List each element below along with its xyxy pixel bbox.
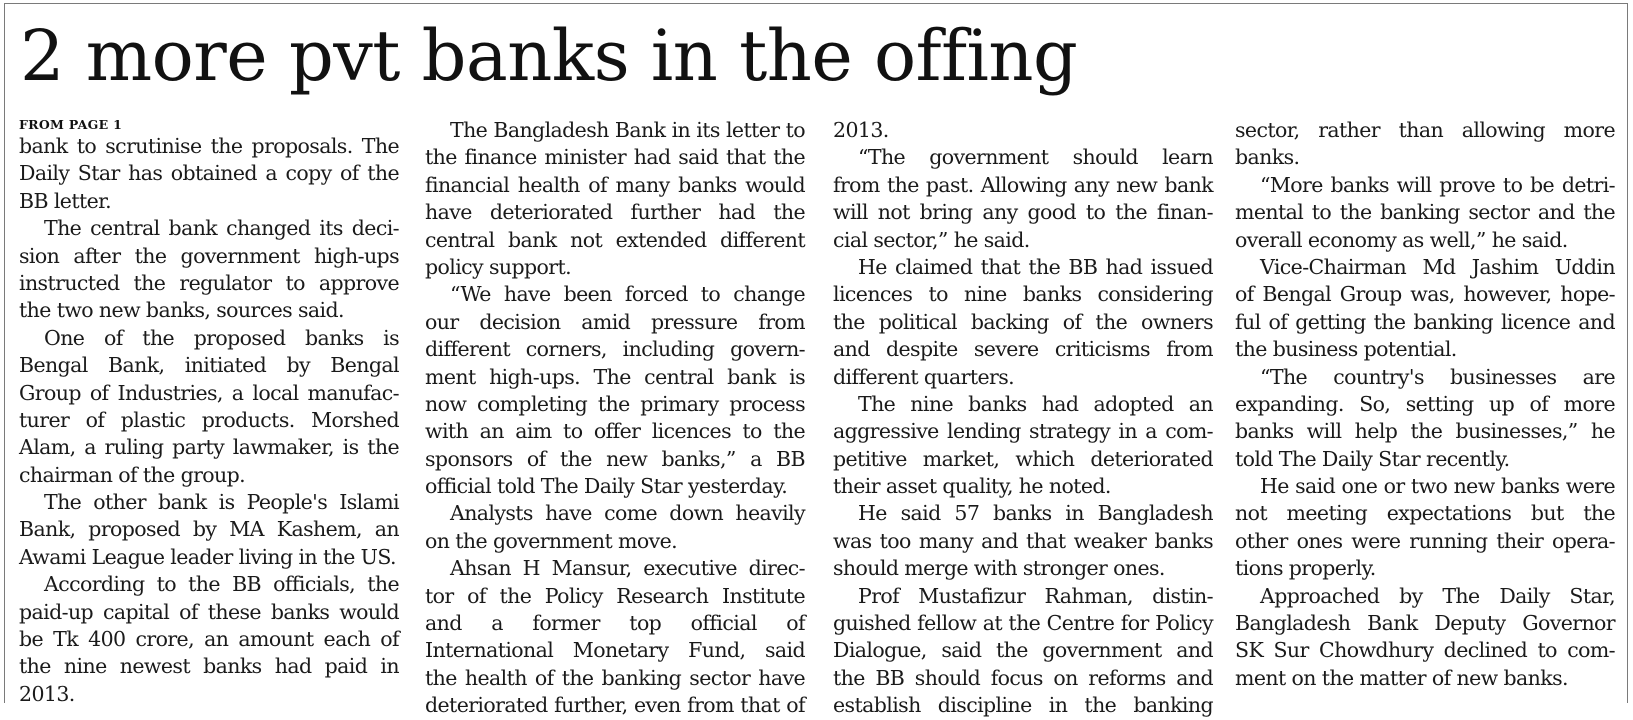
article-line: Awami League leader living in the US. [19,544,396,569]
article-line: different corners, including govern- [425,337,805,362]
article-line: ment high-ups. The central bank is [425,364,805,389]
article-line: paid-up capital of these banks would [19,599,399,624]
article-line: “We have been forced to change [450,282,805,307]
article-line: the nine newest banks had paid in [19,654,399,679]
article-line: Dialogue, said the government and [833,638,1213,663]
article-line: One of the proposed banks is [44,325,399,350]
article-line: aggressive lending strategy in a com- [833,419,1213,444]
article-line: Alam, a ruling party lawmaker, is the [19,435,399,460]
article-line: He said 57 banks in Bangladesh [858,501,1213,526]
article-line: SK Sur Chowdhury declined to com- [1235,638,1615,663]
article-line: central bank not extended different [425,227,805,252]
article-column-3 [833,117,1213,720]
article-line: mental to the banking sector and the [1235,200,1615,225]
article-line: Bangladesh Bank Deputy Governor [1235,611,1615,636]
article-line: now completing the primary process [425,391,805,416]
article-line: He claimed that the BB had issued [858,254,1213,279]
article-line: The other bank is People's Islami [44,490,399,515]
article-line: sponsors of the new banks,” a BB [425,446,805,471]
article-line: policy support. [425,254,572,279]
article-line: petitive market, which deteriorated [833,446,1213,471]
article-line: bank to scrutinise the proposals. The [19,134,399,158]
article-line: Bank, proposed by MA Kashem, an [19,517,399,542]
article-line: the health of the banking sector have [425,665,805,690]
article-line: International Monetary Fund, said [425,638,805,663]
article-line: BB letter. [19,188,112,213]
article-line: ful of getting the banking licence and [1235,309,1615,334]
article-line: The central bank changed its deci- [44,216,399,241]
article-column-2 [425,117,805,720]
article-line: Ahsan H Mansur, executive direc- [450,556,805,581]
article-line: expanding. So, setting up of more [1235,391,1615,416]
article-line: other ones were running their opera- [1235,528,1615,553]
article-line: deteriorated further, even from that of [425,693,805,718]
article-line: the BB should focus on reforms and [833,665,1213,690]
article-line: told The Daily Star recently. [1235,446,1510,471]
article-line: and a former top official of [425,611,805,636]
article-line: sion after the government high-ups [19,243,399,268]
article-line: sector, rather than allowing more [1235,118,1615,142]
article-line: should merge with stronger ones. [833,556,1165,581]
article-line: the finance minister had said that the [425,145,805,170]
article-line: chairman of the group. [19,462,246,487]
article-line: our decision amid pressure from [425,309,805,334]
article-line: from the past. Allowing any new bank [833,172,1213,197]
article-line: Prof Mustafizur Rahman, distin- [858,583,1213,608]
article-line: “More banks will prove to be detri- [1260,172,1615,197]
article-column-1 [19,117,399,708]
article-line: overall economy as well,” he said. [1235,227,1568,252]
article-line: “The government should learn [858,145,1213,170]
article-line: Approached by The Daily Star, [1260,583,1615,608]
kicker-from-page: FROM PAGE 1 [19,117,123,132]
article-line: guished fellow at the Centre for Policy [833,611,1213,636]
article-line: was too many and that weaker banks [833,528,1213,553]
article-line: licences to nine banks considering [833,282,1213,307]
article-line: establish discipline in the banking [833,693,1213,718]
article-line: 2013. [19,681,75,706]
article-line: Group of Industries, a local manufac- [19,380,399,405]
article-line: According to the BB officials, the [44,572,399,597]
article-line: cial sector,” he said. [833,227,1030,252]
article-line: banks. [1235,145,1300,170]
article-line: The Bangladesh Bank in its letter to [450,118,805,142]
article-line: Vice-Chairman Md Jashim Uddin [1260,254,1615,279]
article-line: the two new banks, sources said. [19,298,344,323]
article-line: will not bring any good to the finan- [833,200,1213,225]
article-line: tions properly. [1235,556,1376,581]
article-line: of Bengal Group was, however, hope- [1235,282,1615,307]
article-line: be Tk 400 crore, an amount each of [19,627,399,652]
article-line: “The country's businesses are [1260,364,1615,389]
article-line: not meeting expectations but the [1235,501,1615,526]
headline: 2 more pvt banks in the offing [20,15,1078,97]
article-line: the business potential. [1235,337,1457,362]
article-line: official told The Daily Star yesterday. [425,474,788,499]
article-line: Bengal Bank, initiated by Bengal [19,353,399,378]
article-column-4 [1235,117,1615,692]
article-line: tor of the Policy Research Institute [425,583,805,608]
article-line: The nine banks had adopted an [858,391,1213,416]
article-line: the political backing of the owners [833,309,1213,334]
article-line: financial health of many banks would [425,172,805,197]
article-line: have deteriorated further had the [425,200,805,225]
article-line: different quarters. [833,364,1015,389]
article-line: Analysts have come down heavily [450,501,805,526]
article-line: ment on the matter of new banks. [1235,665,1568,690]
article-line: Daily Star has obtained a copy of the [19,161,399,186]
article-line: 2013. [833,118,889,142]
article-line: banks will help the businesses,” he [1235,419,1615,444]
article-line: their asset quality, he noted. [833,474,1111,499]
article-line: on the government move. [425,528,678,553]
article-line: He said one or two new banks were [1260,474,1615,499]
article-line: with an aim to offer licences to the [425,419,805,444]
article-line: turer of plastic products. Morshed [19,407,399,432]
article-line: and despite severe criticisms from [833,337,1213,362]
article-line: instructed the regulator to approve [19,270,399,295]
